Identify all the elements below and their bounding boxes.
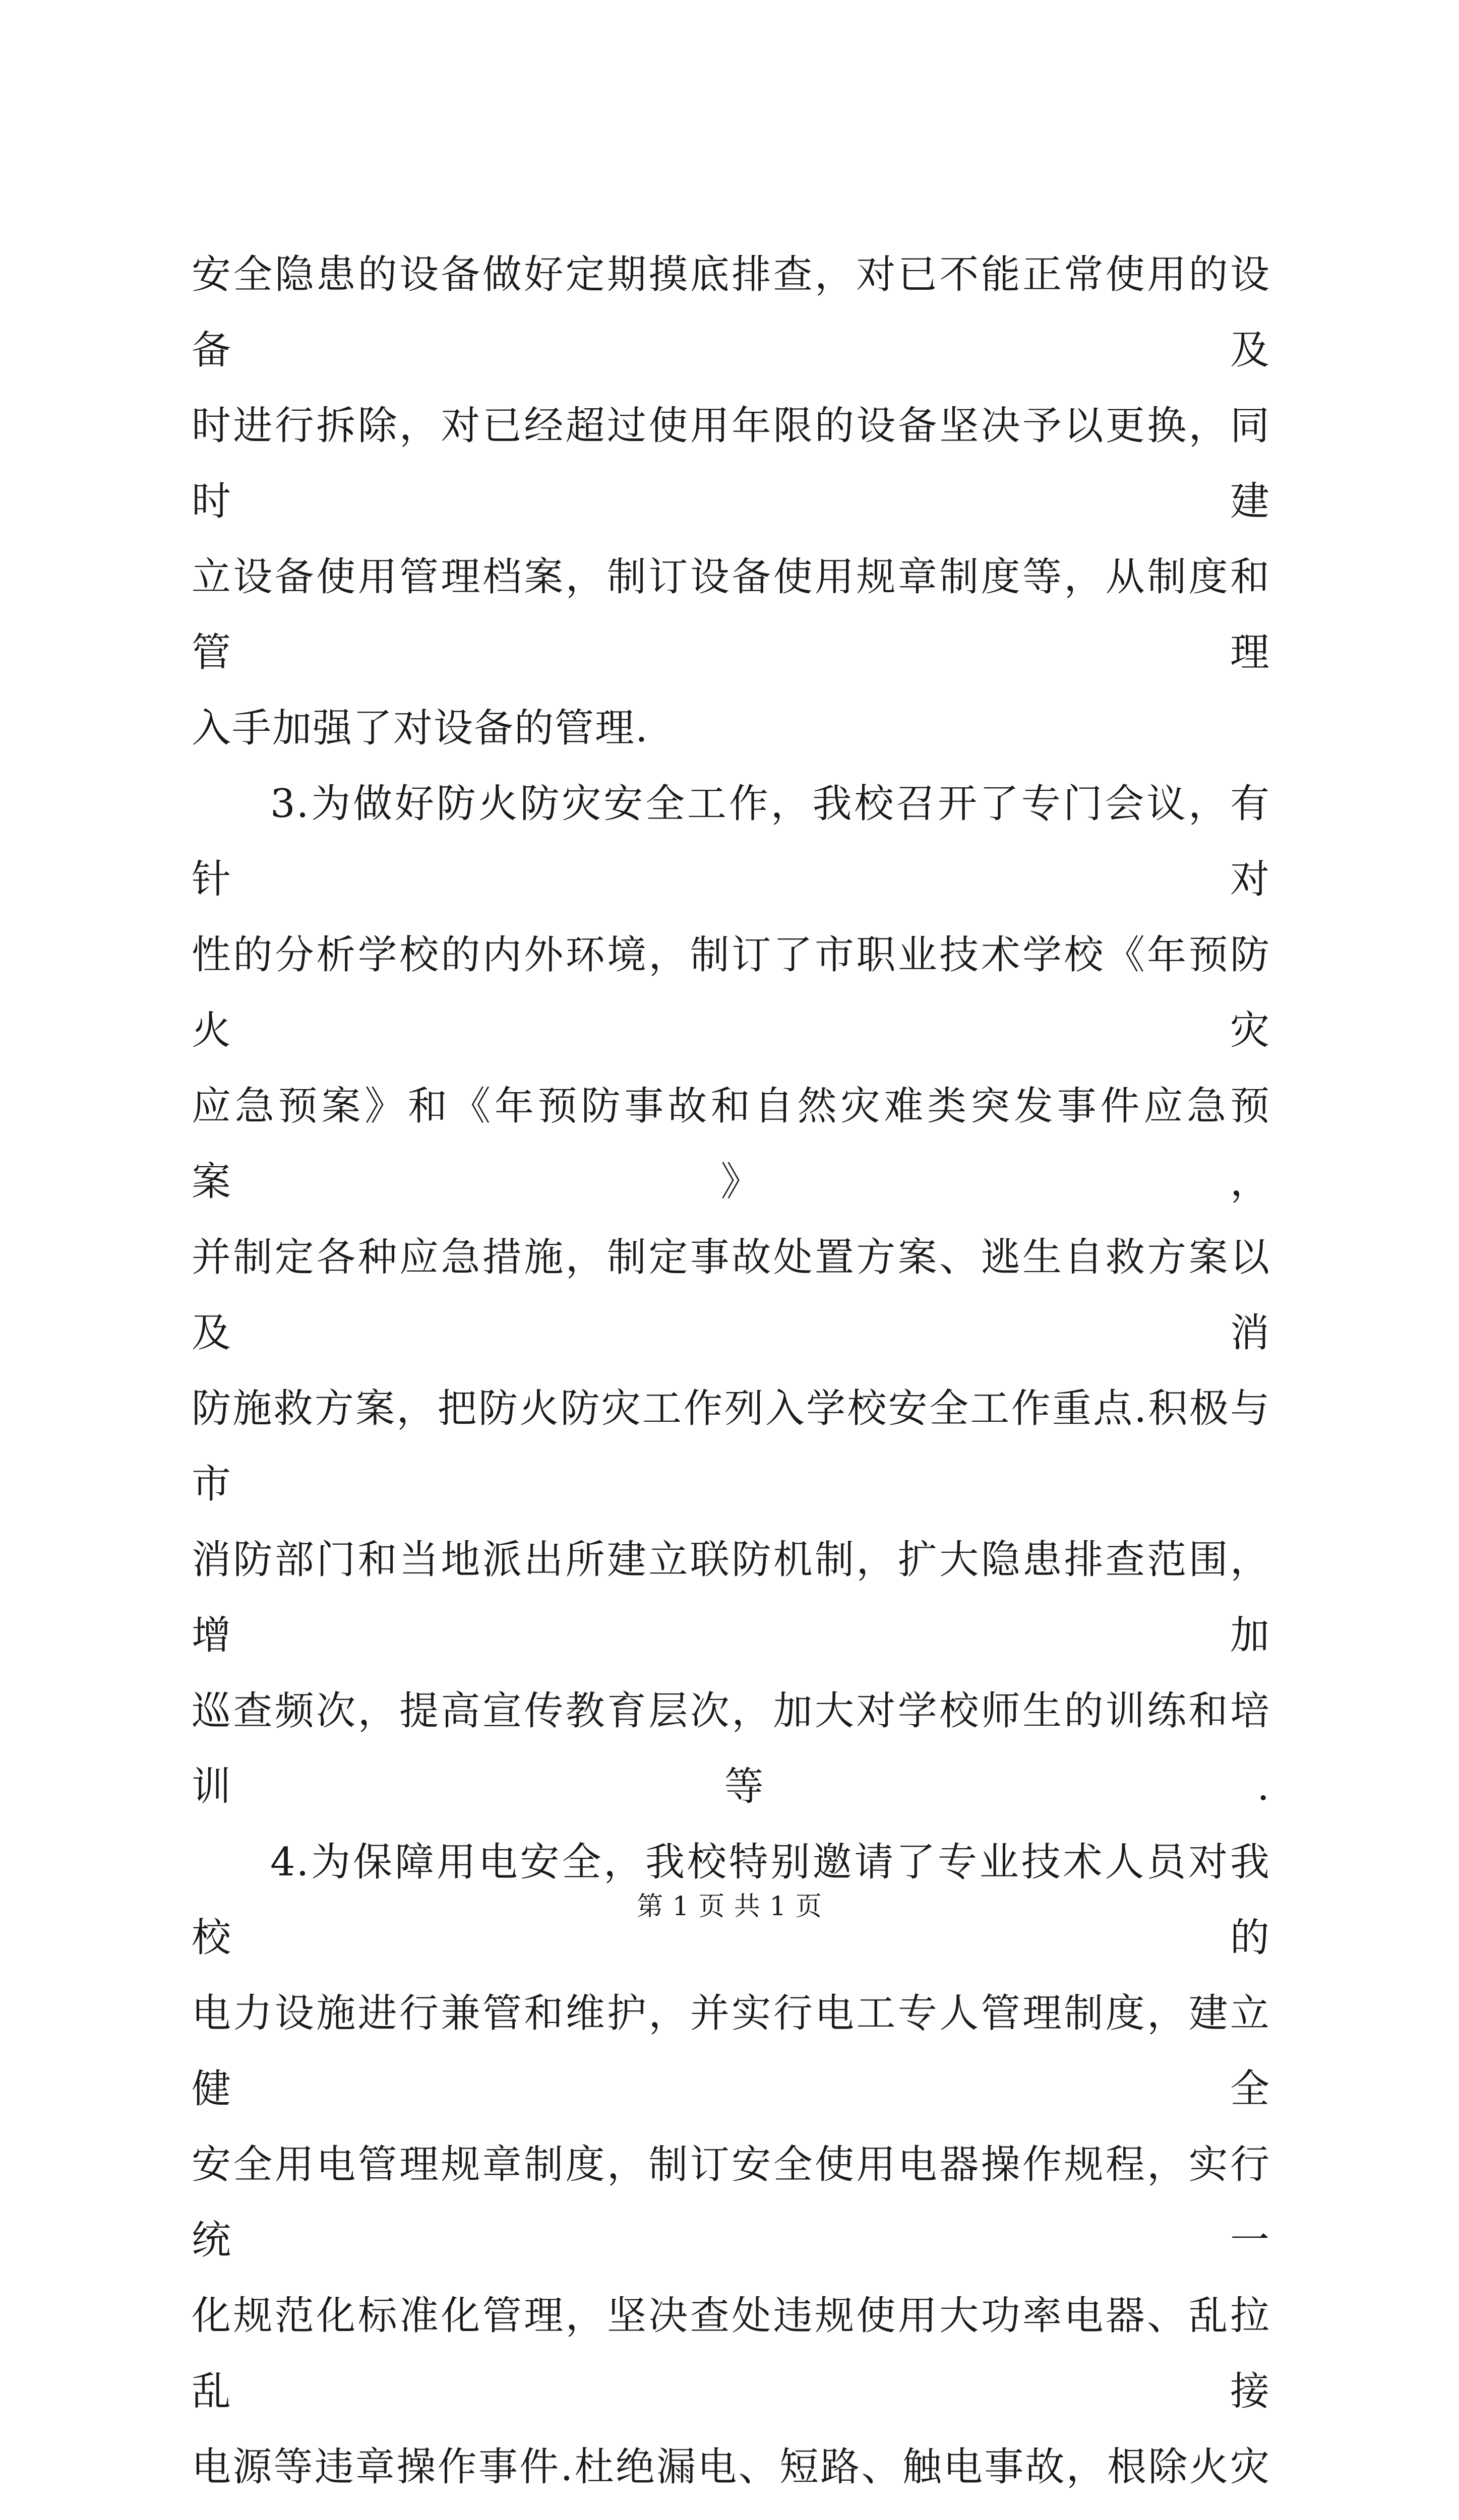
text-line: 性的分析学校的内外环境，制订了市职业技术学校《年预防火灾: [192, 932, 1270, 1053]
text-line: 入手加强了对设备的管理.: [192, 706, 649, 751]
text-line: 防施救方案，把防火防灾工作列入学校安全工作重点.积极与市: [192, 1386, 1270, 1507]
text-line: 4.为保障用电安全，我校特别邀请了专业技术人员对我校的: [192, 1840, 1270, 1961]
text-line: 应急预案》和《年预防事故和自然灾难类突发事件应急预案》，: [192, 1084, 1270, 1205]
text-line: 化规范化标准化管理，坚决查处违规使用大功率电器、乱拉乱接: [192, 2293, 1270, 2414]
text-line: 并制定各种应急措施，制定事故处置方案、逃生自救方案以及消: [192, 1235, 1270, 1356]
body-text: [192, 237, 1270, 2520]
text-line: 立设备使用管理档案，制订设备使用规章制度等，从制度和管理: [192, 554, 1270, 675]
paragraph-continuation: [192, 237, 1270, 766]
text-line: 时进行拆除，对已经超过使用年限的设备坚决予以更换，同时建: [192, 403, 1270, 524]
text-line: 电源等违章操作事件.杜绝漏电、短路、触电事故，根除火灾: [192, 2444, 1270, 2490]
text-line: 安全隐患的设备做好定期摸底排查，对已不能正常使用的设备及: [192, 252, 1270, 373]
paragraph-fire-safety: [192, 766, 1270, 1824]
paragraph-electrical-safety: [192, 1824, 1270, 2520]
text-line: 3.为做好防火防灾安全工作，我校召开了专门会议，有针对: [192, 781, 1270, 902]
text-line: 巡查频次，提高宣传教育层次，加大对学校师生的训练和培训等.: [192, 1688, 1270, 1809]
text-line: 电力设施进行兼管和维护，并实行电工专人管理制度，建立健全: [192, 1991, 1270, 2112]
text-line: 安全用电管理规章制度，制订安全使用电器操作规程，实行统一: [192, 2142, 1270, 2263]
page-number-footer: 第 1 页 共 1 页: [637, 1892, 822, 1922]
text-line: 消防部门和当地派出所建立联防机制，扩大隐患排查范围，增加: [192, 1537, 1270, 1658]
